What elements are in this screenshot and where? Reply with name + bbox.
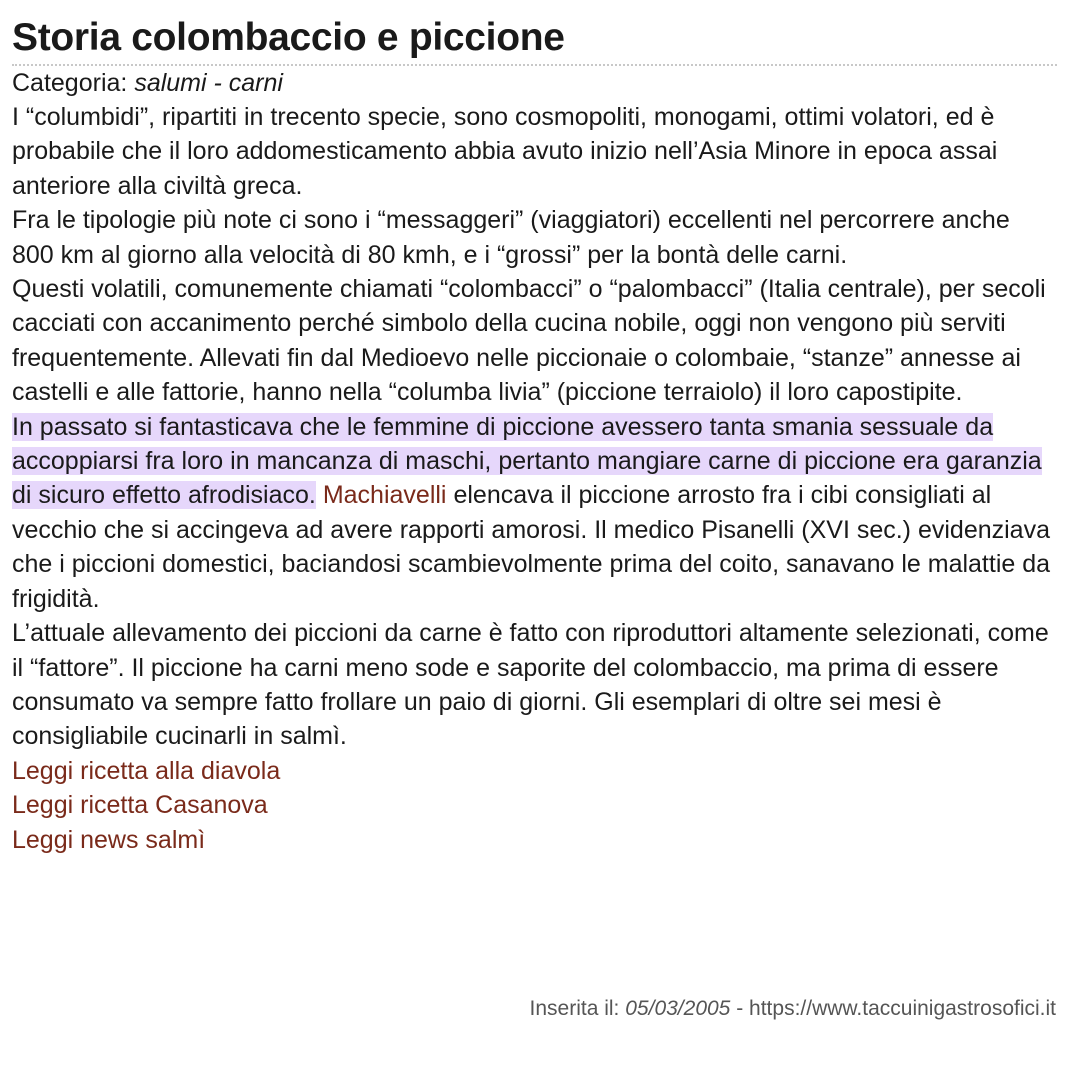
page-title: Storia colombaccio e piccione	[12, 14, 1057, 66]
inserted-label: Inserita il:	[529, 997, 620, 1020]
article-body	[12, 100, 1057, 754]
related-links	[12, 754, 1057, 857]
paragraph-5: L’attuale allevamento dei piccioni da carne è fatto con riproduttori altamente selezionati, come il “fattore”. Il piccione ha carni meno sode e saporite del colombaccio, ma prima di essere consumato va sempre fatto frollare un paio di giorni. Gli esemplari di oltre sei mesi è consigliabile cucinarli in salmì.	[12, 619, 1049, 751]
paragraph-4-rest: elencava il piccione arrosto fra i cibi consigliati al vecchio che si accingeva ad avere rapporti amorosi. Il medico Pisanelli (XVI sec.) evidenziava che i piccioni domestici, baciandosi scambievolmente prima del coito, sanavano le malattie da frigidità.	[12, 481, 1051, 613]
highlighted-text: In passato si fantasticava che le femmine di piccione avessero tanta smania sessuale da accoppiarsi fra loro in mancanza di maschi, pertanto mangiare carne di piccione era garanzia di sicuro effetto afrodisiaco.	[12, 412, 1042, 510]
link-ricetta-casanova[interactable]: Leggi ricetta Casanova	[12, 791, 268, 820]
link-ricetta-diavola[interactable]: Leggi ricetta alla diavola	[12, 756, 281, 785]
category-line	[12, 66, 1057, 100]
paragraph-4	[12, 410, 1057, 616]
machiavelli-link[interactable]: Machiavelli	[322, 481, 447, 510]
link-news-salmi[interactable]: Leggi news salmì	[12, 825, 206, 854]
footer-separator: -	[736, 997, 744, 1020]
article	[12, 14, 1057, 857]
category-label: Categoria:	[12, 69, 128, 97]
category-value: salumi - carni	[134, 69, 283, 97]
paragraph-1: I “columbidi”, ripartiti in trecento specie, sono cosmopoliti, monogami, ottimi volatori, ed è probabile che il loro addomesticamento abbia avuto inizio nell’Asia Minore in epoca assai anteriore alla civiltà greca.	[12, 103, 998, 200]
site-url: https://www.taccuinigastrosofici.it	[749, 997, 1056, 1020]
paragraph-3: Questi volatili, comunemente chiamati “colombacci” o “palombacci” (Italia centrale), per secoli cacciati con accanimento perché simbolo della cucina nobile, oggi non vengono più serviti frequentemente. Allevati fin dal Medioevo nelle piccionaie o colombaie, “stanze” annesse ai castelli e alle fattorie, hanno nella “columba livia” (piccione terraiolo) il loro capostipite.	[12, 275, 1046, 407]
paragraph-2: Fra le tipologie più note ci sono i “messaggeri” (viaggiatori) eccellenti nel percorrere anche 800 km al giorno alla velocità di 80 kmh, e i “grossi” per la bontà delle carni.	[12, 206, 1010, 269]
inserted-date: 05/03/2005	[625, 997, 731, 1020]
footer	[530, 997, 1056, 1021]
